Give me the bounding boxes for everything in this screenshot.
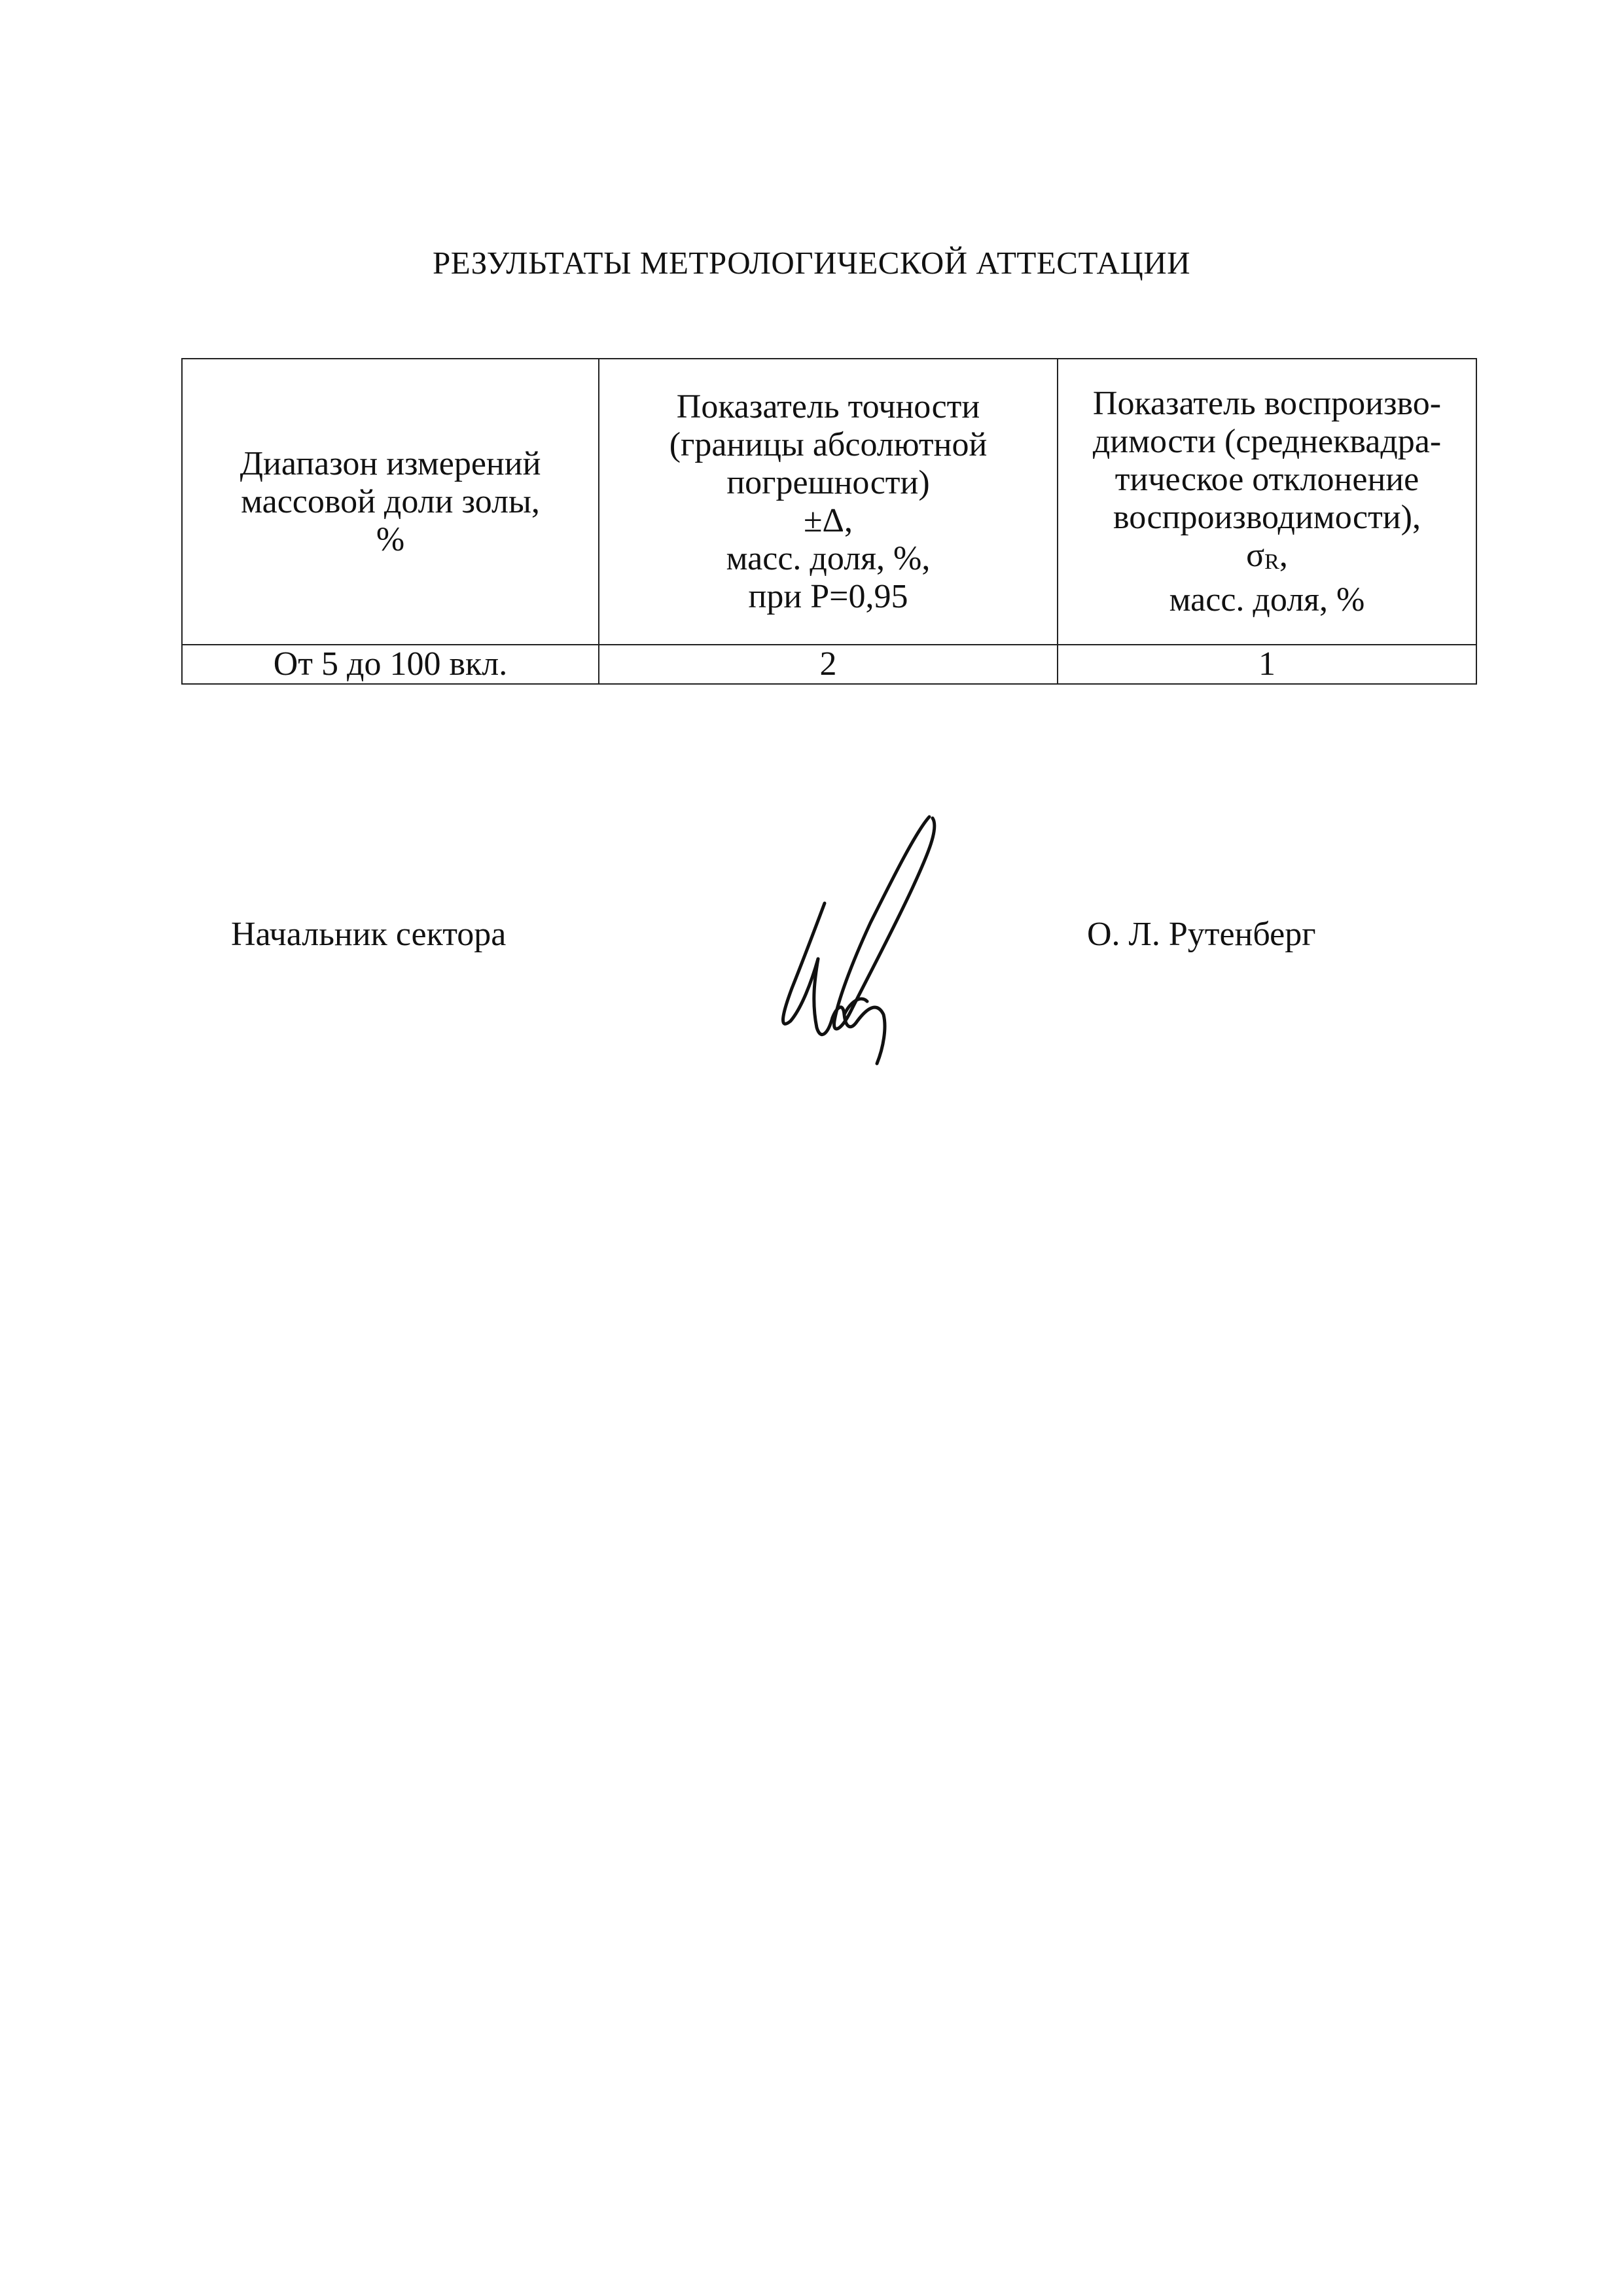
header-line: Показатель точности [676, 387, 980, 425]
sigma-suffix: , [1279, 536, 1288, 574]
header-line: димости (среднеквадра- [1092, 422, 1442, 460]
header-line: при P=0,95 [748, 577, 908, 615]
header-line: % [376, 520, 405, 558]
page-title: РЕЗУЛЬТАТЫ МЕТРОЛОГИЧЕСКОЙ АТТЕСТАЦИИ [432, 245, 1191, 281]
cell-range: От 5 до 100 вкл. [182, 645, 599, 684]
handwritten-signature [753, 805, 949, 1073]
header-reproducibility-indicator [1058, 359, 1476, 645]
table-header-row [182, 359, 1476, 645]
sigma-subscript: R [1264, 549, 1279, 574]
cell-reproducibility: 1 [1058, 645, 1476, 684]
signatory-role: Начальник сектора [231, 916, 507, 953]
header-line: ±Δ, [804, 501, 853, 539]
header-line: масс. доля, % [1169, 581, 1365, 619]
header-line: масс. доля, %, [726, 539, 931, 577]
header-line: тическое отклонение [1115, 460, 1419, 498]
attestation-results-table [181, 358, 1477, 685]
header-accuracy-indicator [599, 359, 1058, 645]
header-line: погрешности) [726, 463, 930, 501]
table-row [182, 645, 1476, 684]
sigma-symbol: σ [1246, 536, 1265, 574]
cell-accuracy: 2 [599, 645, 1058, 684]
header-line: массовой доли золы, [241, 482, 540, 520]
header-line: (границы абсолютной [669, 425, 988, 463]
header-line: воспроизводимости), [1113, 498, 1421, 536]
header-line: Показатель воспроизво- [1092, 384, 1442, 422]
signatory-name: О. Л. Рутенберг [1087, 916, 1316, 953]
header-line: Диапазон измерений [240, 444, 541, 482]
sigma-symbol-line [1065, 537, 1469, 581]
header-measurement-range [182, 359, 599, 645]
